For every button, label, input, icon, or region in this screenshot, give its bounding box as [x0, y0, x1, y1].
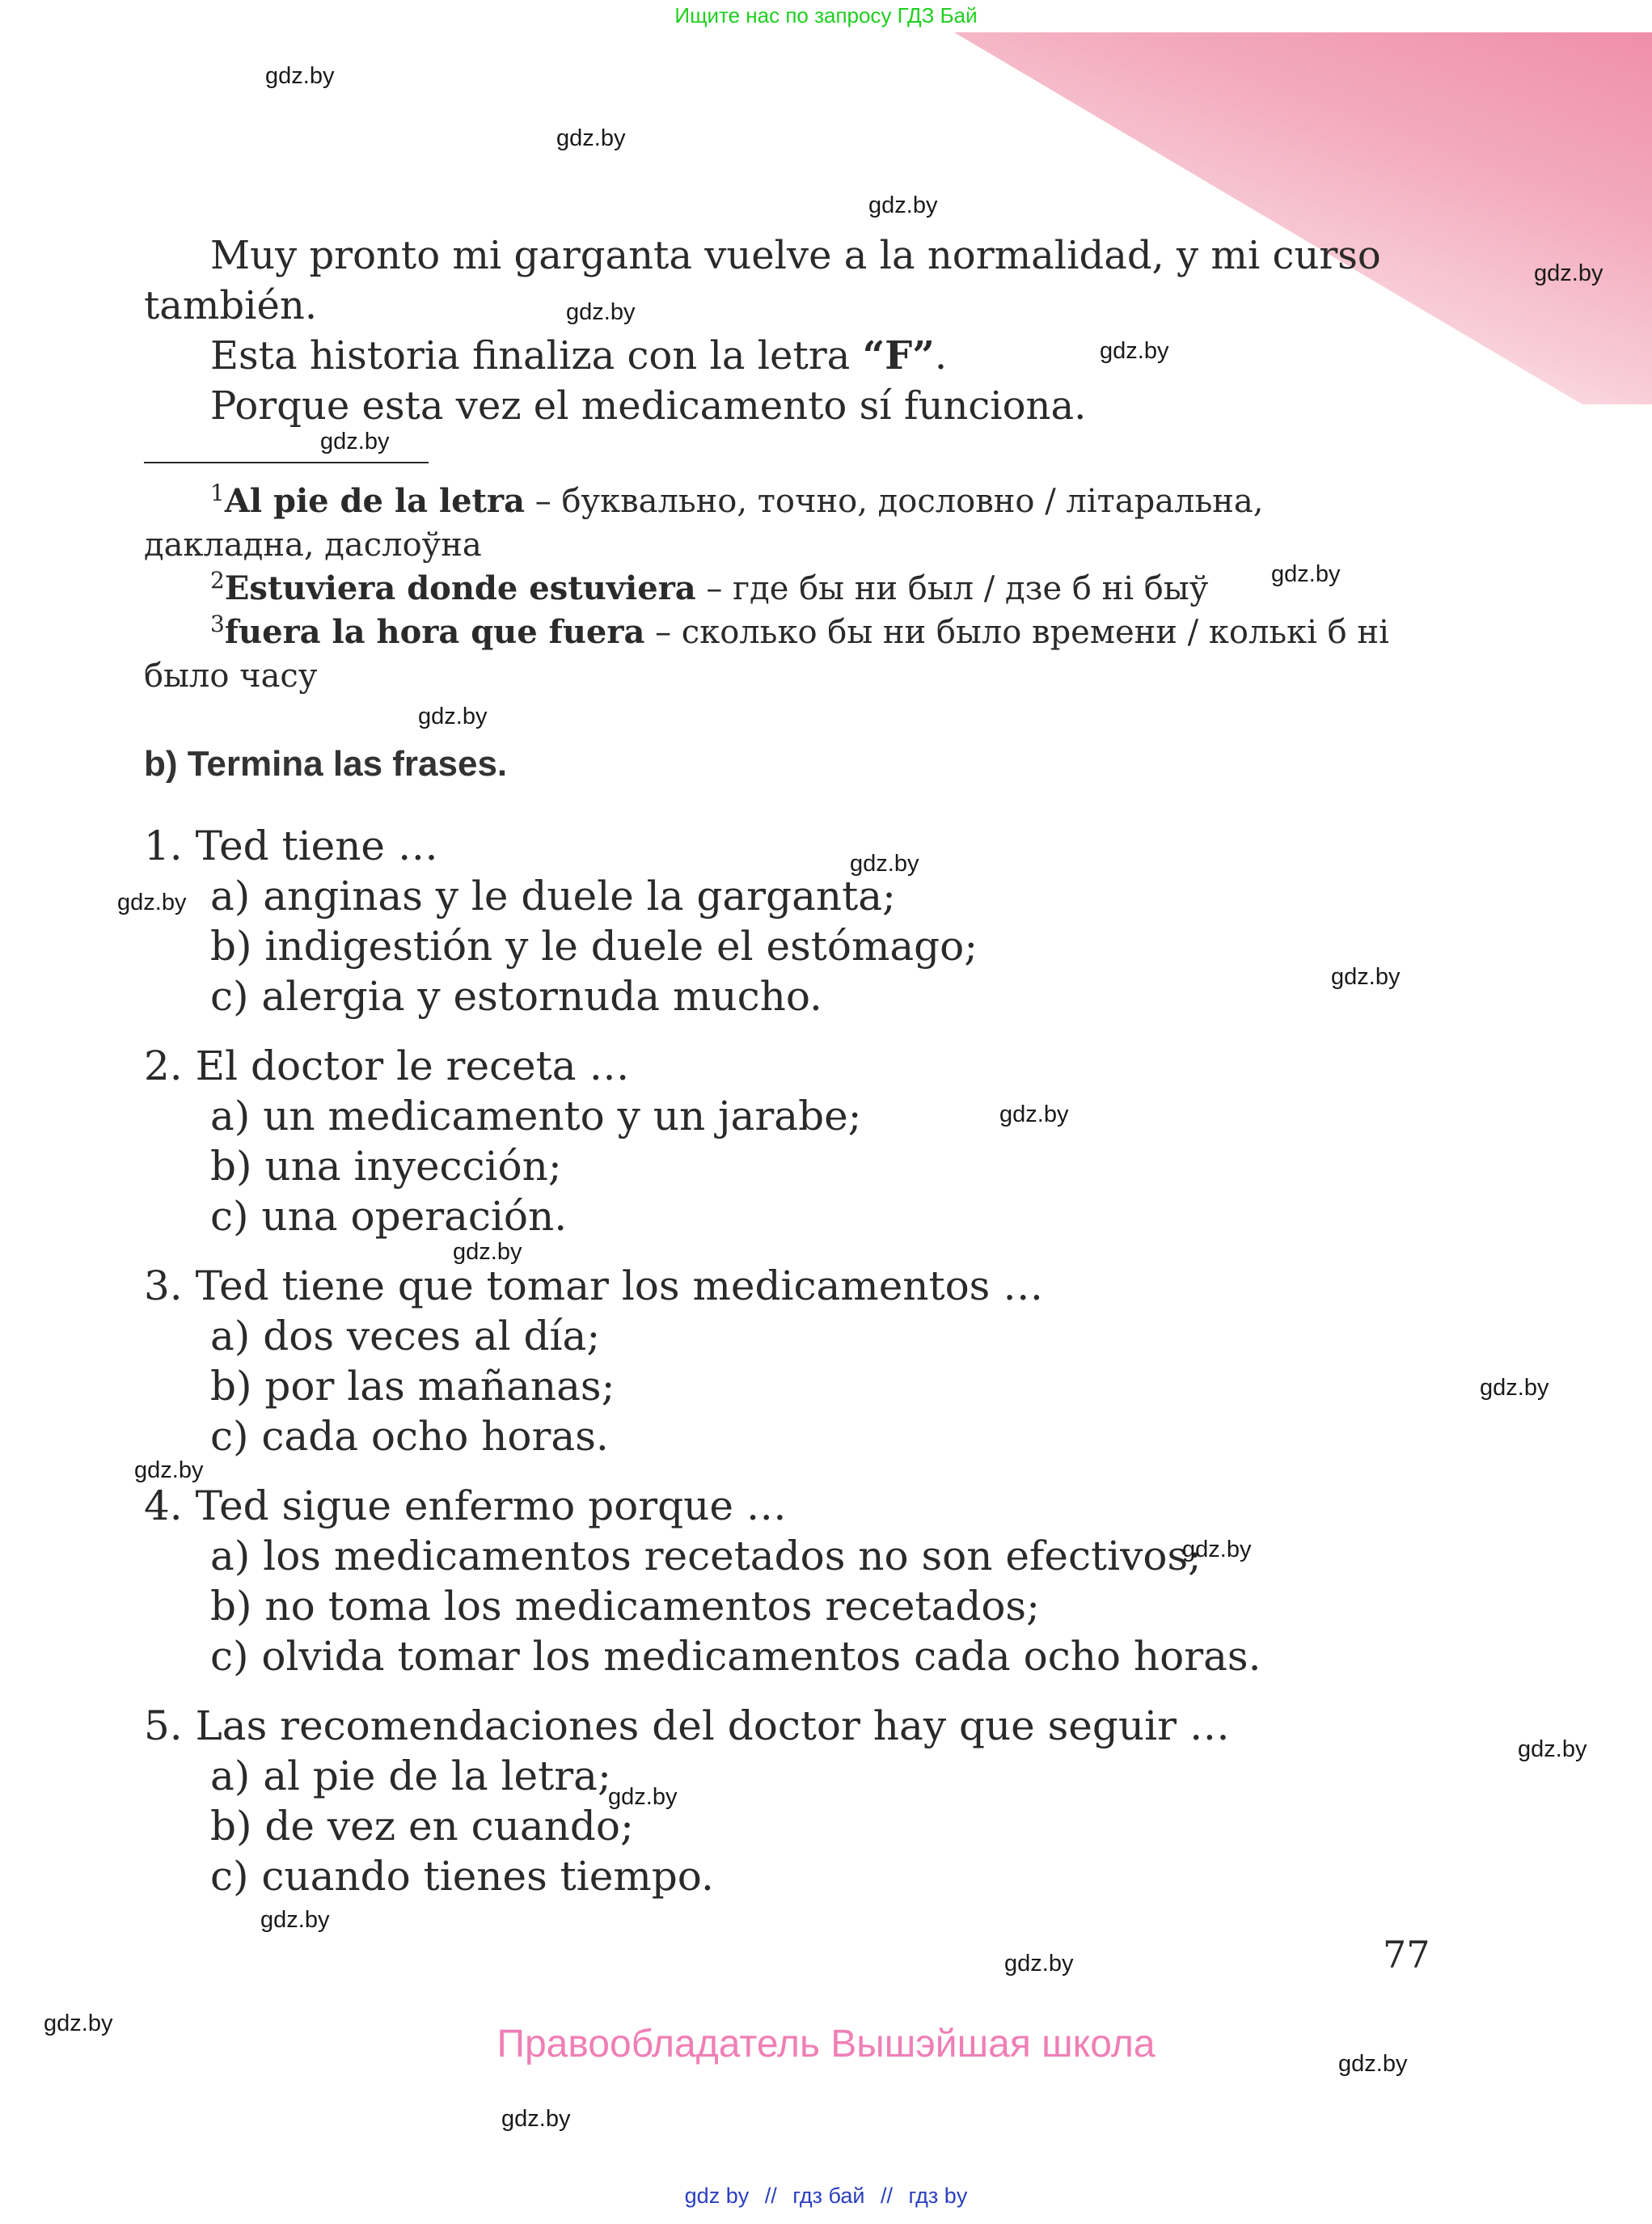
watermark: gdz.by — [134, 1457, 204, 1483]
footer-separator: // — [764, 2184, 777, 2208]
watermark: gdz.by — [1338, 2051, 1408, 2077]
task-title: b) Termina las frases. — [144, 744, 508, 784]
answer-option: a) los medicamentos recetados no son efectivos; — [210, 1533, 1202, 1579]
watermark: gdz.by — [418, 704, 488, 729]
watermark: gdz.by — [117, 890, 187, 915]
watermark: gdz.by — [1480, 1375, 1549, 1401]
watermark: gdz.by — [608, 1784, 678, 1810]
story-line: Muy pronto mi garganta vuelve a la normalidad, y mi curso también. — [144, 233, 1381, 328]
question-stem: 4. Ted sigue enfermo porque … — [144, 1482, 787, 1529]
footer-link[interactable]: гдз бай — [792, 2184, 865, 2208]
footnote: $^3$fuera la hora que fuera – сколько бы ни было времени / колькі б ні было часу — [144, 611, 1389, 695]
question — [144, 1481, 1478, 1681]
question-stem: 2. El doctor le receta … — [144, 1042, 630, 1089]
watermark: gdz.by — [1004, 1951, 1074, 1977]
watermark: gdz.by — [501, 2106, 571, 2132]
watermark: gdz.by — [1271, 561, 1341, 587]
answer-option: b) indigestión y le duele el estómago; — [210, 923, 978, 970]
answer-option: c) una operación. — [210, 1193, 568, 1240]
answer-option: b) una inyección; — [210, 1143, 562, 1190]
footnotes — [144, 480, 1438, 698]
watermark: gdz.by — [566, 299, 636, 325]
watermark: gdz.by — [1534, 260, 1603, 286]
watermark: gdz.by — [44, 2010, 113, 2036]
copyright-holder: Правообладатель Вышэйшая школа — [496, 2023, 1156, 2065]
watermark: gdz.by — [1182, 1537, 1252, 1562]
answer-option: c) olvida tomar los medicamentos cada ocho horas. — [210, 1633, 1261, 1680]
answer-option: c) cuando tienes tiempo. — [210, 1853, 714, 1900]
question-stem: 3. Ted tiene que tomar los medicamentos … — [144, 1262, 1044, 1309]
answer-option: c) alergia y estornuda mucho. — [210, 973, 822, 1020]
footer-link[interactable]: гдз by — [908, 2184, 968, 2208]
question — [144, 1041, 1478, 1241]
question — [144, 1701, 1478, 1901]
question — [144, 821, 1478, 1021]
watermark: gdz.by — [868, 192, 938, 218]
footnote: $^1$Al pie de la letra – буквально, точно, дословно / літаральна, дакладна, даслоўна — [144, 480, 1264, 564]
bottom-links — [0, 2184, 1652, 2209]
question-stem: 1. Ted tiene … — [144, 822, 438, 869]
story-text — [144, 230, 1438, 431]
question — [144, 1261, 1478, 1461]
footer-separator: // — [881, 2184, 894, 2208]
watermark: gdz.by — [1100, 338, 1169, 364]
answer-option: a) dos veces al día; — [210, 1313, 601, 1359]
watermark: gdz.by — [850, 851, 919, 877]
watermark: gdz.by — [260, 1907, 330, 1933]
answer-option: a) anginas y le duele la garganta; — [210, 873, 896, 920]
watermark: gdz.by — [320, 429, 390, 455]
watermark: gdz.by — [999, 1101, 1069, 1127]
answer-option: b) de vez en cuando; — [210, 1803, 634, 1850]
top-banner[interactable]: Ищите нас по запросу ГДЗ Бай — [674, 3, 978, 27]
answer-option: b) no toma los medicamentos recetados; — [210, 1583, 1040, 1630]
watermark: gdz.by — [453, 1239, 522, 1265]
watermark: gdz.by — [1518, 1736, 1587, 1762]
footer-link[interactable]: gdz by — [684, 2184, 750, 2208]
answer-option: b) por las mañanas; — [210, 1363, 615, 1410]
footnote: $^2$Estuviera donde estuviera – где бы ни был / дзе б ні быў — [210, 567, 1209, 607]
page-number: 77 — [1383, 1933, 1430, 1977]
story-line: Esta historia finaliza con la letra “F”. — [210, 333, 948, 378]
answer-option: a) al pie de la letra; — [210, 1753, 611, 1799]
watermark: gdz.by — [1331, 964, 1401, 990]
answer-option: c) cada ocho horas. — [210, 1413, 609, 1460]
watermark: gdz.by — [265, 63, 335, 89]
question-stem: 5. Las recomendaciones del doctor hay que seguir … — [144, 1702, 1230, 1749]
watermark: gdz.by — [556, 125, 626, 151]
answer-option: a) un medicamento y un jarabe; — [210, 1093, 862, 1139]
story-line: Porque esta vez el medicamento sí funciona. — [210, 383, 1087, 429]
footnote-divider — [144, 462, 429, 463]
